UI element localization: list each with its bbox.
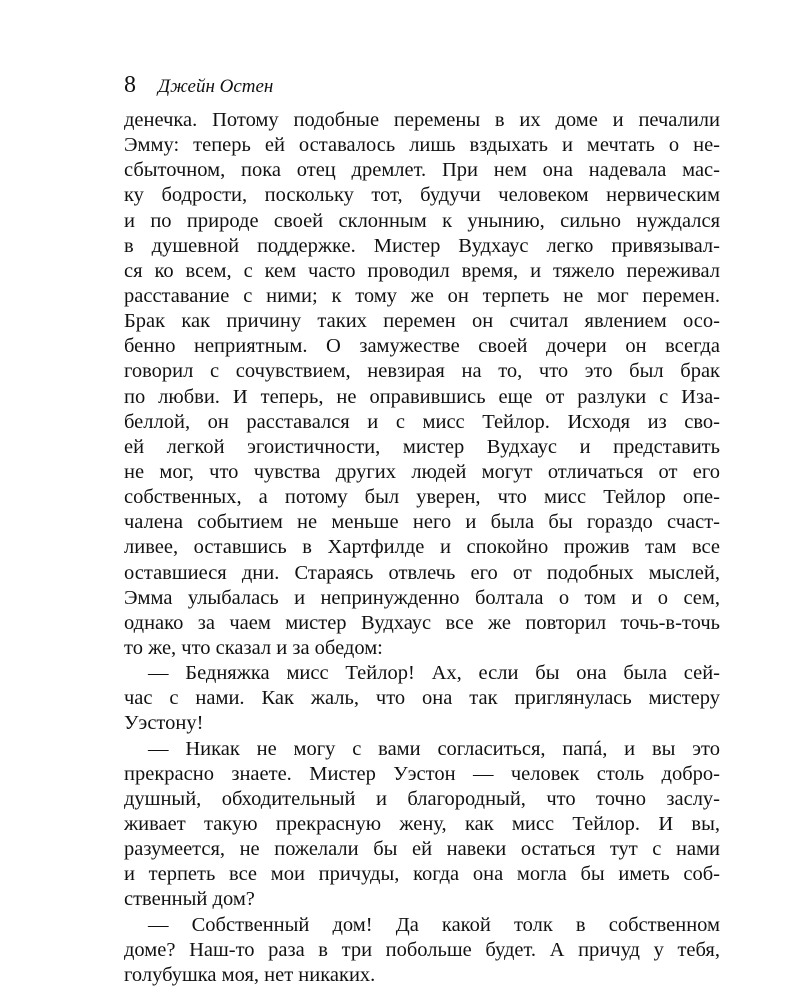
text-line: денечка. Потому подобные перемены в их доме и печалили (124, 109, 720, 131)
text-line: ственный дом? (124, 888, 255, 911)
text-line: бенно неприятным. О замужестве своей дочери он всегда (124, 335, 720, 358)
text-line: прекрасно знаете. Мистер Уэстон — человек столь добро- (124, 762, 720, 785)
text-line: Брак как причину таких перемен он считал явлением осо- (124, 310, 720, 333)
text-line: доме? Наш-то раза в три побольше будет. А причуд у тебя, (124, 938, 720, 961)
running-head-author: Джейн Остен (158, 76, 274, 97)
text-line: ку бодрости, поскольку тот, будучи человеком нервическим (124, 184, 720, 207)
text-line: — Собственный дом! Да какой толк в собственном (148, 913, 720, 936)
text-line: чалена событием не меньше него и была бы гораздо счаст- (124, 511, 720, 534)
text-line: Уэстону! (124, 712, 204, 735)
running-head (124, 72, 720, 104)
text-line: говорил с сочувствием, невзирая на то, что это был брак (124, 360, 720, 383)
text-line: Эмму: теперь ей оставалось лишь вздыхать и мечтать о не- (124, 134, 720, 157)
text-line: беллой, он расставался и с мисс Тейлор. Исходя из сво- (124, 410, 720, 433)
text-line: и по природе своей склонным к унынию, сильно нуждался (124, 209, 720, 232)
text-line: душный, обходительный и благородный, что точно заслу- (124, 787, 720, 810)
body-text (124, 108, 720, 988)
text-line: ливее, оставшись в Хартфилде и спокойно прожив там все (124, 536, 720, 559)
text-line: то же, что сказал и за обедом: (124, 636, 383, 659)
text-line: в душевной поддержке. Мистер Вудхаус легко привязывал- (124, 234, 720, 257)
text-line: — Никак не могу с вами согласиться, папá, и вы это (148, 737, 720, 760)
text-line: голубушка моя, нет никаких. (124, 963, 376, 986)
text-line: разумеется, не пожелали бы ей навеки остаться тут с нами (124, 838, 720, 861)
text-line: час с нами. Как жаль, что она так приглянулась мистеру (124, 687, 720, 710)
text-line: — Бедняжка мисс Тейлор! Ах, если бы она была сей- (148, 662, 720, 685)
text-line: по любви. И теперь, не оправившись еще от разлуки с Иза- (124, 385, 720, 408)
book-page (124, 72, 720, 988)
text-line: однако за чаем мистер Вудхаус все же повторил точь-в-точь (124, 611, 720, 634)
text-line: сбыточном, пока отец дремлет. При нем она надевала мас- (124, 159, 720, 182)
page-number: 8 (124, 72, 136, 98)
text-line: расставание с ними; к тому же он терпеть не мог перемен. (124, 284, 720, 307)
text-line: ся ко всем, с кем часто проводил время, и тяжело переживал (124, 259, 720, 282)
text-line: живает такую прекрасную жену, как мисс Тейлор. И вы, (124, 812, 720, 835)
text-line: ей легкой эгоистичности, мистер Вудхаус и представить (124, 435, 720, 458)
text-line: оставшиеся дни. Стараясь отвлечь его от подобных мыслей, (124, 561, 720, 584)
text-line: Эмма улыбалась и непринужденно болтала о том и о сем, (124, 586, 720, 609)
text-line: не мог, что чувства других людей могут отличаться от его (124, 460, 720, 483)
text-line: собственных, а потому был уверен, что мисс Тейлор опе- (124, 486, 720, 509)
text-line: и терпеть все мои причуды, когда она могла бы иметь соб- (124, 863, 720, 886)
